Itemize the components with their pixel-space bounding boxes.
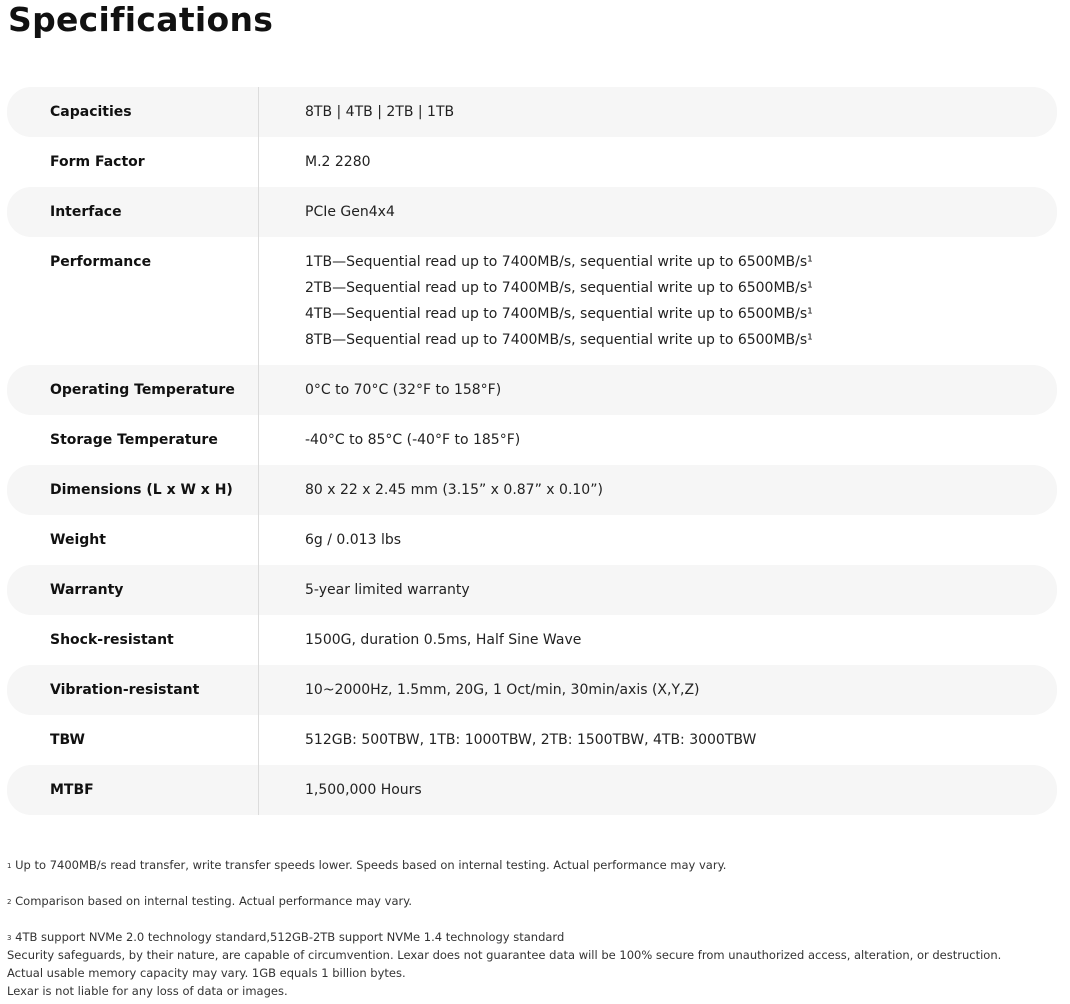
footnote-3 [7,928,1057,946]
spec-label: Shock-resistant [50,632,174,648]
footnote-text: Comparison based on internal testing. Actual performance may vary. [15,894,413,908]
liability-disclaimer: Lexar is not liable for any loss of data or images. [7,984,288,998]
spec-label: Capacities [50,104,132,120]
spec-value: 80 x 22 x 2.45 mm (3.15” x 0.87” x 0.10”) [305,482,603,498]
spec-row-interface [7,187,1057,237]
spec-label: Form Factor [50,154,145,170]
spec-row-shock-resistant [7,615,1057,665]
spec-value: PCIe Gen4x4 [305,204,395,220]
spec-value: 6g / 0.013 lbs [305,532,402,548]
footnote-marker: 3 [7,934,12,942]
spec-label: Dimensions (L x W x H) [50,482,233,498]
footnotes [7,856,1057,1000]
performance-line-1tb: 1TB—Sequential read up to 7400MB/s, sequential write up to 6500MB/s¹ [305,254,813,270]
spec-row-warranty [7,565,1057,615]
footnote-text: 4TB support NVMe 2.0 technology standard,512GB-2TB support NVMe 1.4 technology standard [15,930,565,944]
security-disclaimer: Security safeguards, by their nature, are capable of circumvention. Lexar does not guarantee data will be 100% secure from unauthorized access, alteration, or destruction. [7,948,1002,962]
spec-value: 1500G, duration 0.5ms, Half Sine Wave [305,632,582,648]
spec-value: 1,500,000 Hours [305,782,422,798]
spec-label: MTBF [50,782,94,798]
spec-row-dimensions [7,465,1057,515]
spec-value: 5-year limited warranty [305,582,470,598]
spec-row-performance [7,237,1057,365]
footnote-marker: 1 [7,862,12,870]
spec-label: TBW [50,732,85,748]
spec-row-weight [7,515,1057,565]
page-title: Specifications [8,0,274,39]
performance-line-8tb: 8TB—Sequential read up to 7400MB/s, sequential write up to 6500MB/s¹ [305,332,813,348]
spec-label: Warranty [50,582,124,598]
spec-value: 8TB | 4TB | 2TB | 1TB [305,104,455,120]
footnote-2 [7,892,1057,910]
footnote-text: Up to 7400MB/s read transfer, write transfer speeds lower. Speeds based on internal testing. Actual performance may vary. [15,858,727,872]
footnote-marker: 2 [7,898,12,906]
column-divider [258,87,259,815]
spec-label: Storage Temperature [50,432,218,448]
spec-value: 0°C to 70°C (32°F to 158°F) [305,382,502,398]
spec-row-operating-temperature [7,365,1057,415]
spec-label: Operating Temperature [50,382,235,398]
spec-row-tbw [7,715,1057,765]
performance-line-2tb: 2TB—Sequential read up to 7400MB/s, sequential write up to 6500MB/s¹ [305,280,813,296]
spec-value-performance [258,237,1057,365]
spec-label: Vibration-resistant [50,682,200,698]
specifications-table [7,87,1057,815]
spec-row-vibration-resistant [7,665,1057,715]
spec-row-mtbf [7,765,1057,815]
spec-value: M.2 2280 [305,154,371,170]
spec-value: 512GB: 500TBW, 1TB: 1000TBW, 2TB: 1500TBW, 4TB: 3000TBW [305,732,757,748]
spec-row-storage-temperature [7,415,1057,465]
spec-value: -40°C to 85°C (-40°F to 185°F) [305,432,521,448]
spec-label: Weight [50,532,106,548]
performance-line-4tb: 4TB—Sequential read up to 7400MB/s, sequential write up to 6500MB/s¹ [305,306,813,322]
footnote-1 [7,856,1057,874]
spec-row-capacities [7,87,1057,137]
spec-label: Interface [50,204,122,220]
spec-row-form-factor [7,137,1057,187]
spec-label: Performance [50,254,152,270]
spec-value: 10~2000Hz, 1.5mm, 20G, 1 Oct/min, 30min/axis (X,Y,Z) [305,682,700,698]
capacity-disclaimer: Actual usable memory capacity may vary. 1GB equals 1 billion bytes. [7,966,406,980]
